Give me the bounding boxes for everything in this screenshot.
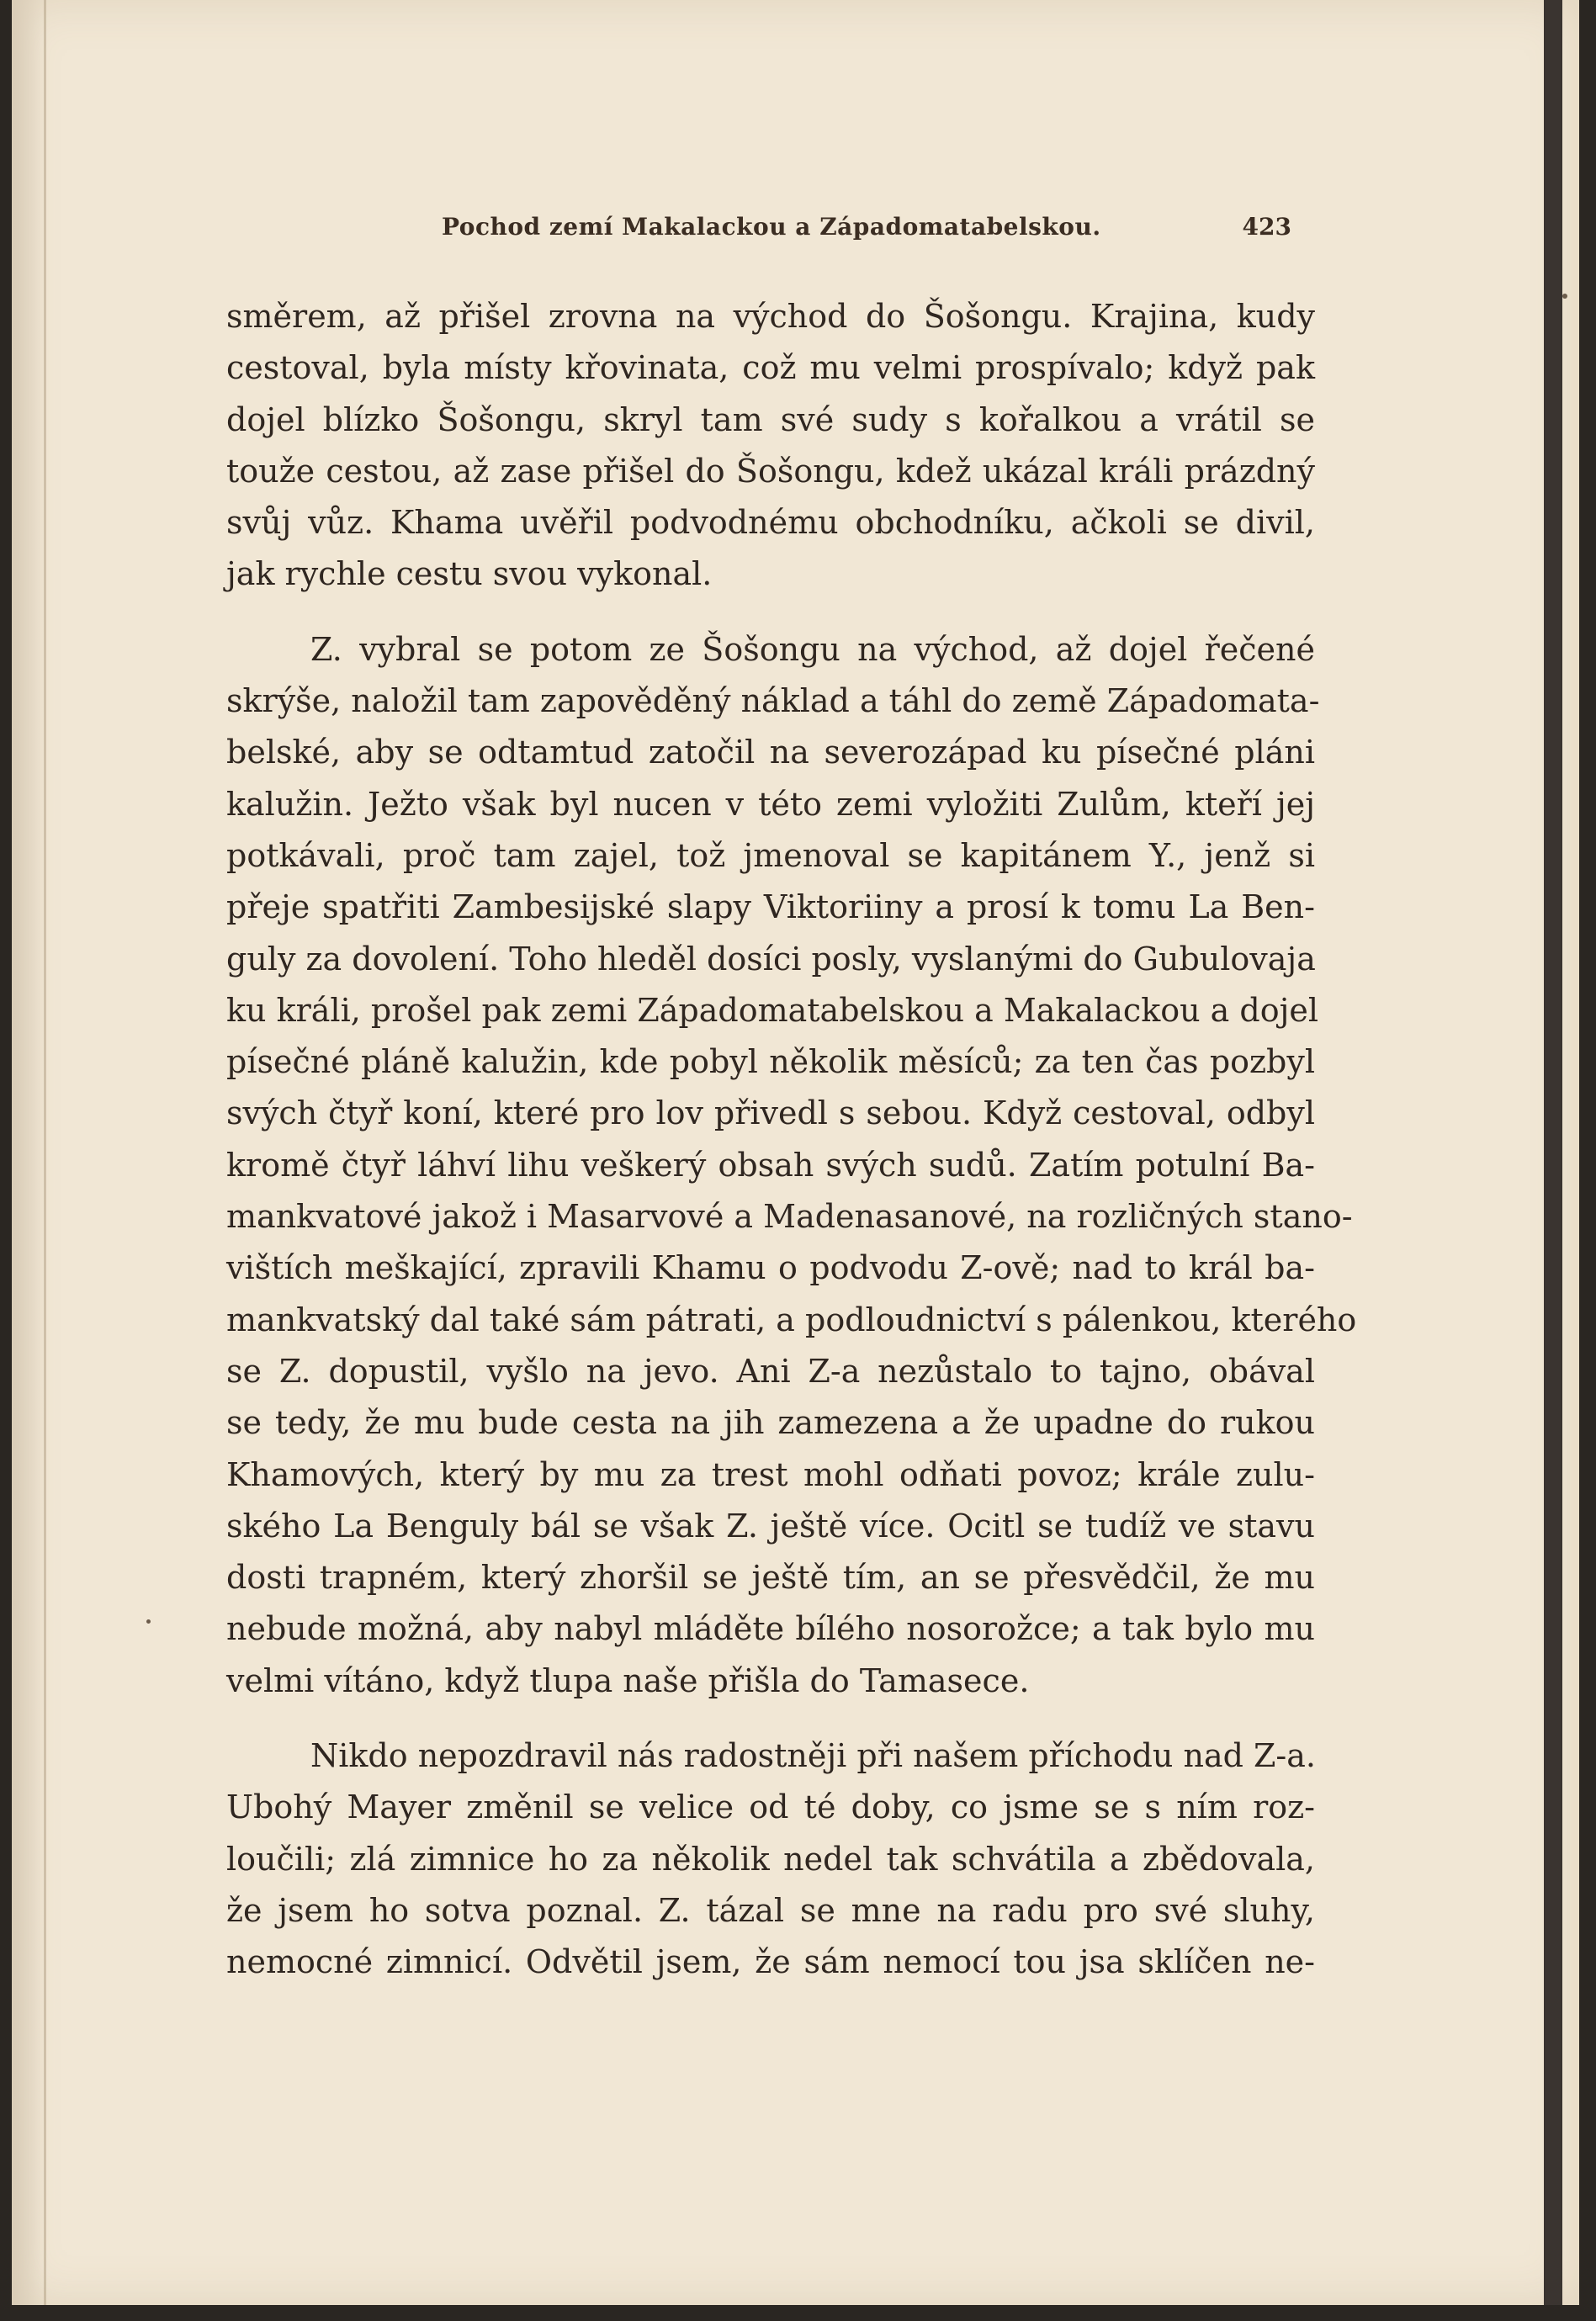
text-line: ku králi, prošel pak zemi Západomatabelskou a Makalackou a dojel xyxy=(226,991,1319,1029)
ink-speck xyxy=(1562,294,1567,299)
paragraph-1 xyxy=(226,291,1315,601)
body-text xyxy=(226,291,1357,1989)
text-line: kalužin. Ježto však byl nucen v této zemi vyložiti Zulům, kteří jej xyxy=(226,785,1315,823)
text-line: svých čtyř koní, které pro lov přivedl s sebou. Když cestoval, odbyl xyxy=(226,1094,1315,1132)
paragraph-2 xyxy=(226,624,1357,1707)
paragraph-3 xyxy=(226,1730,1315,1988)
page-number: 423 xyxy=(1242,213,1291,241)
text-line: Z. vybral se potom ze Šošongu na východ, až dojel řečené xyxy=(310,630,1315,668)
text-line: svůj vůz. Khama uvěřil podvodnému obchodníku, ačkoli se divil, xyxy=(226,504,1315,542)
text-line: ského La Benguly bál se však Z. ještě více. Ocitl se tudíž ve stavu xyxy=(226,1507,1315,1545)
text-line: touže cestou, až zase přišel do Šošongu, kdež ukázal králi prázdný xyxy=(226,452,1315,490)
text-line: písečné pláně kalužin, kde pobyl několik měsíců; za ten čas pozbyl xyxy=(226,1043,1315,1081)
page-right-border xyxy=(1544,0,1562,2305)
text-line: se tedy, že mu bude cesta na jih zamezena a že upadne do rukou xyxy=(226,1404,1315,1442)
text-line: že jsem ho sotva poznal. Z. tázal se mne na radu pro své sluhy, xyxy=(226,1891,1315,1929)
text-line: cestoval, byla místy křovinata, což mu velmi prospívalo; když pak xyxy=(226,349,1315,387)
text-line: velmi vítáno, když tlupa naše přišla do Tamasece. xyxy=(226,1661,1030,1699)
text-line: mankvatský dal také sám pátrati, a podloudnictví s pálenkou, kterého xyxy=(226,1301,1357,1338)
text-line: se Z. dopustil, vyšlo na jevo. Ani Z-a nezůstalo to tajno, obával xyxy=(226,1352,1315,1390)
text-line: Khamových, který by mu za trest mohl odňati povoz; krále zulu- xyxy=(226,1455,1315,1493)
text-line: přeje spatřiti Zambesijské slapy Viktoriiny a prosí k tomu La Ben- xyxy=(226,888,1315,926)
page-shadow-left xyxy=(12,0,45,2305)
text-line: belské, aby se odtamtud zatočil na severozápad ku písečné pláni xyxy=(226,734,1315,771)
text-line: mankvatové jakož i Masarvové a Madenasanové, na rozličných stano- xyxy=(226,1198,1353,1236)
text-line: skrýše, naložil tam zapověděný náklad a táhl do země Západomata- xyxy=(226,682,1320,720)
ink-speck xyxy=(146,1619,151,1624)
text-line: Ubohý Mayer změnil se velice od té doby, co jsme se s ním roz- xyxy=(226,1788,1315,1826)
text-line: vištích meškající, zpravili Khamu o podvodu Z-ově; nad to král ba- xyxy=(226,1249,1315,1287)
text-line: guly za dovolení. Toho hleděl dosíci posly, vyslanými do Gubulovaja xyxy=(226,940,1316,978)
running-head: Pochod zemí Makalackou a Západomatabelskou. xyxy=(442,213,1101,241)
book-page xyxy=(12,0,1579,2305)
text-line: nebude možná, aby nabyl mláděte bílého nosorožce; a tak bylo mu xyxy=(226,1610,1315,1648)
text-line: jak rychle cestu svou vykonal. xyxy=(226,555,713,593)
text-line: nemocné zimnicí. Odvětil jsem, že sám nemocí tou jsa sklíčen ne- xyxy=(226,1943,1315,1981)
text-line: dojel blízko Šošongu, skryl tam své sudy s kořalkou a vrátil se xyxy=(226,400,1315,438)
text-line: směrem, až přišel zrovna na východ do Šošongu. Krajina, kudy xyxy=(226,298,1315,335)
text-line: kromě čtyř láhví lihu veškerý obsah svých sudů. Zatím potulní Ba- xyxy=(226,1146,1315,1184)
text-line: loučili; zlá zimnice ho za několik nedel tak schvátila a zbědovala, xyxy=(226,1840,1315,1878)
text-line: potkávali, proč tam zajel, tož jmenoval se kapitánem Y., jenž si xyxy=(226,836,1315,874)
text-line: dosti trapném, který zhoršil se ještě tím, an se přesvědčil, že mu xyxy=(226,1559,1315,1597)
text-line: Nikdo nepozdravil nás radostněji při našem příchodu nad Z-a. xyxy=(310,1737,1316,1775)
page-header xyxy=(442,213,1291,246)
binding-edge xyxy=(44,0,46,2305)
